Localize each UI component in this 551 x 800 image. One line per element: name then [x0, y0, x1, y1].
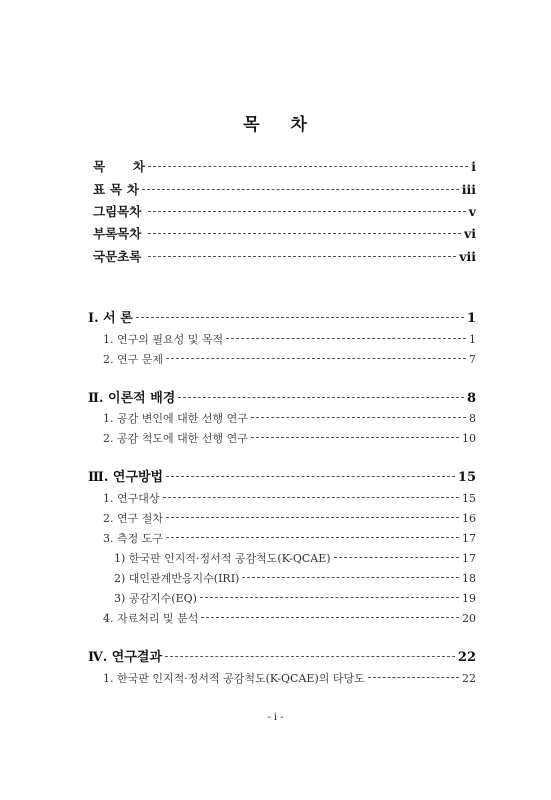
toc-subsection-label: 2) 대인관계반응지수(IRI) — [114, 572, 240, 585]
toc-section-label: 4. 자료처리 및 분석 — [103, 612, 199, 625]
toc-page-number: 18 — [462, 572, 476, 585]
toc-page-number: 15 — [457, 470, 476, 485]
leader-dots — [166, 517, 459, 518]
toc-page-number: 8 — [466, 391, 476, 406]
toc-chapter-label: Ⅳ. 연구결과 — [88, 650, 163, 665]
toc-front-label: 목 차 — [93, 159, 145, 174]
leader-dots — [148, 233, 461, 234]
toc-front-label: 그림목차 — [93, 204, 142, 219]
leader-dots — [166, 476, 455, 477]
toc-page-number: 22 — [462, 672, 476, 685]
toc-section-label: 3. 측정 도구 — [103, 532, 163, 545]
toc-section-row[interactable] — [103, 610, 476, 626]
leader-dots — [148, 211, 466, 212]
toc-page-number: 1 — [469, 333, 476, 346]
toc-chapter-row[interactable] — [88, 466, 476, 485]
toc-subsection-row[interactable] — [114, 570, 476, 586]
toc-page-number: i — [471, 159, 476, 174]
toc-page-number: v — [468, 204, 476, 219]
toc-front-row[interactable] — [93, 224, 476, 242]
toc-front-label: 국문초록 — [93, 249, 142, 264]
toc-section-row[interactable] — [103, 410, 476, 426]
leader-dots — [148, 166, 468, 167]
toc-page-number: 19 — [462, 592, 476, 605]
leader-dots — [136, 317, 464, 318]
leader-dots — [334, 557, 459, 558]
leader-dots — [226, 338, 466, 339]
toc-page-number: 7 — [469, 353, 476, 366]
toc-subsection-label: 3) 공감지수(EQ) — [114, 592, 197, 605]
leader-dots — [166, 358, 466, 359]
toc-subsection-row[interactable] — [114, 590, 476, 606]
toc-section-row[interactable] — [103, 670, 476, 686]
toc-page-number: 16 — [462, 512, 476, 525]
toc-section-label: 1. 한국판 인지적·정서적 공감척도(K-QCAE)의 타당도 — [103, 672, 365, 685]
toc-page-number: 8 — [469, 412, 476, 425]
leader-dots — [166, 537, 459, 538]
leader-dots — [200, 597, 459, 598]
toc-front-row[interactable] — [93, 180, 476, 198]
toc-chapter-label: Ⅰ. 서 론 — [88, 311, 133, 326]
toc-section-label: 2. 공감 척도에 대한 선행 연구 — [103, 432, 248, 445]
toc-section-row[interactable] — [103, 510, 476, 526]
toc-page-number: 10 — [462, 432, 476, 445]
toc-page-number: 1 — [466, 311, 476, 326]
leader-dots — [201, 617, 459, 618]
leader-dots — [165, 656, 455, 657]
toc-page-number: vii — [459, 249, 476, 264]
toc-front-label: 표 목 차 — [93, 182, 139, 197]
toc-page-number: 20 — [462, 612, 476, 625]
toc-page-number: 15 — [462, 492, 476, 505]
toc-section-row[interactable] — [103, 530, 476, 546]
toc-chapter-row[interactable] — [88, 307, 476, 326]
toc-section-label: 1. 연구의 필요성 및 목적 — [103, 333, 224, 346]
toc-section-label: 2. 연구 절차 — [103, 512, 163, 525]
title-right: 차 — [290, 115, 308, 135]
toc-subsection-label: 1) 한국판 인지적·정서적 공감척도(K-QCAE) — [114, 552, 331, 565]
leader-dots — [148, 256, 456, 257]
leader-dots — [142, 189, 459, 190]
leader-dots — [368, 677, 459, 678]
toc-chapter-row[interactable] — [88, 646, 476, 665]
toc-page-number: 17 — [462, 532, 476, 545]
toc-page-number: iii — [461, 182, 476, 197]
toc-section-label: 2. 연구 문제 — [103, 353, 163, 366]
toc-page-number: 22 — [457, 650, 476, 665]
toc-chapter-label: Ⅲ. 연구방법 — [88, 470, 164, 485]
toc-subsection-row[interactable] — [114, 550, 476, 566]
toc-front-row[interactable] — [93, 202, 476, 220]
toc-chapter-row[interactable] — [88, 387, 476, 406]
toc-front-row[interactable] — [93, 247, 476, 265]
toc-section-label: 1. 연구대상 — [103, 492, 160, 505]
leader-dots — [251, 437, 459, 438]
page-title — [0, 110, 551, 135]
toc-section-row[interactable] — [103, 430, 476, 446]
leader-dots — [178, 397, 464, 398]
toc-section-row[interactable] — [103, 351, 476, 367]
leader-dots — [163, 497, 460, 498]
page-footer: - i - — [267, 712, 284, 723]
toc-page-number: 17 — [462, 552, 476, 565]
toc-front-row[interactable] — [93, 157, 476, 175]
toc-section-row[interactable] — [103, 331, 476, 347]
toc-page-number: vi — [463, 226, 476, 241]
leader-dots — [242, 577, 459, 578]
toc-front-label: 부록목차 — [93, 226, 142, 241]
title-left: 목 — [243, 115, 261, 135]
leader-dots — [251, 417, 466, 418]
toc-section-row[interactable] — [103, 490, 476, 506]
toc-section-label: 1. 공감 변인에 대한 선행 연구 — [103, 412, 248, 425]
toc-chapter-label: Ⅱ. 이론적 배경 — [88, 391, 176, 406]
